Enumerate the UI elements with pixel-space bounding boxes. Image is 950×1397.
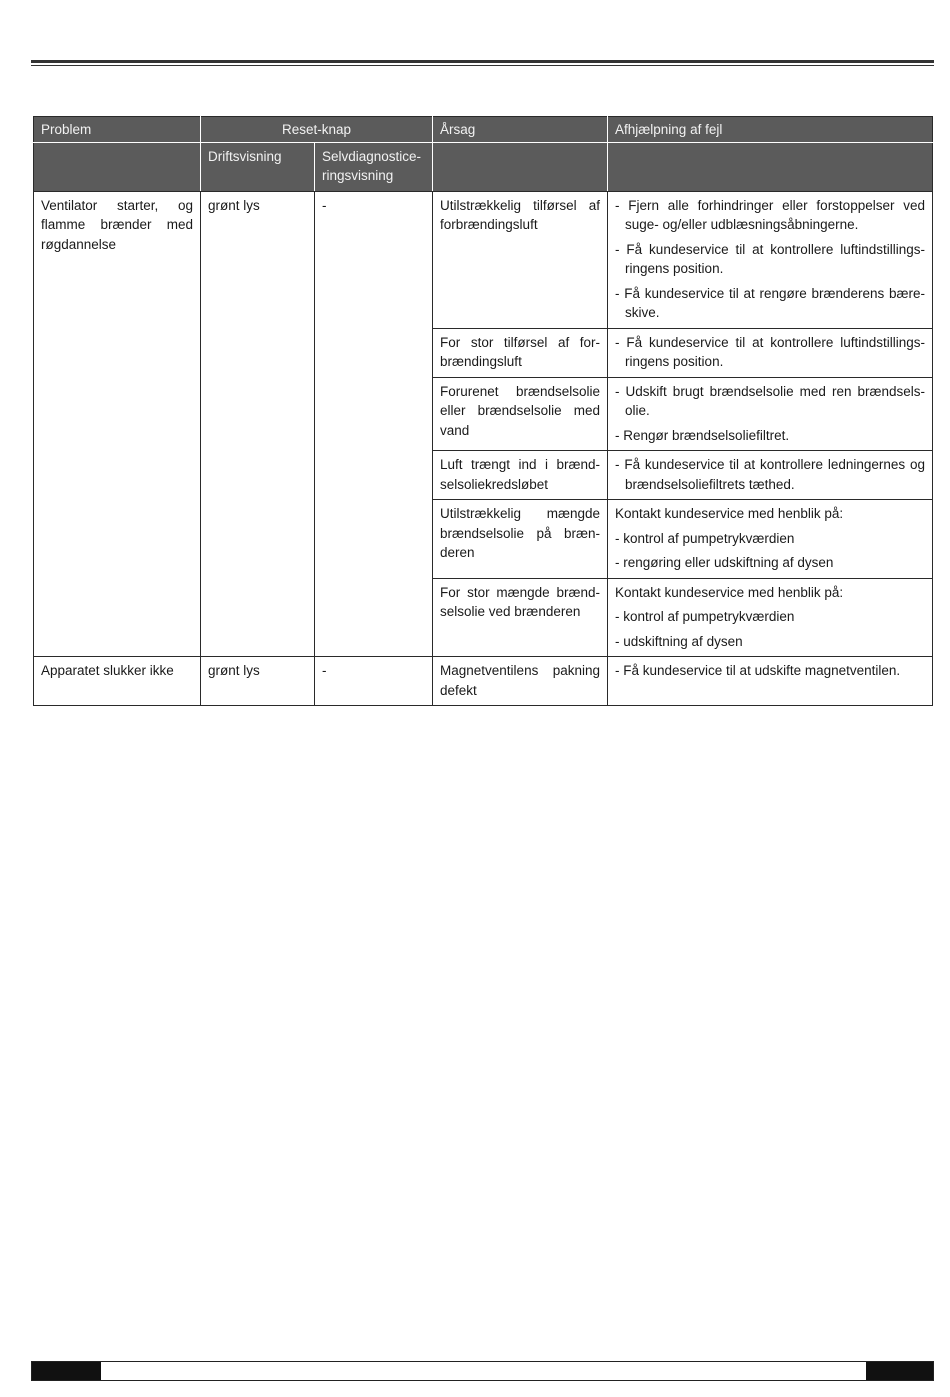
header-remedy: Afhjælpning af fejl bbox=[608, 117, 933, 143]
remedy-cell bbox=[608, 657, 933, 706]
footer-left-block bbox=[32, 1362, 101, 1380]
remedy-item: - kontrol af pumpetrykværdien bbox=[615, 609, 795, 624]
troubleshooting-table bbox=[33, 116, 933, 706]
header-row-main bbox=[34, 117, 933, 143]
header-operation-display: Driftsvisning bbox=[201, 142, 315, 191]
header-cause-empty bbox=[433, 142, 608, 191]
cause-cell: Utilstrækkelig tilførsel af forbrændingsluft bbox=[433, 191, 608, 328]
remedy-cell bbox=[608, 500, 933, 579]
remedy-cell bbox=[608, 328, 933, 377]
table-row bbox=[34, 191, 933, 328]
remedy-cell bbox=[608, 578, 933, 657]
operation-cell: grønt lys bbox=[201, 657, 315, 706]
remedy-cell bbox=[608, 451, 933, 500]
header-cause: Årsag bbox=[433, 117, 608, 143]
remedy-cell bbox=[608, 377, 933, 451]
remedy-item: - udskiftning af dysen bbox=[615, 633, 743, 649]
problem-cell: Ventilator starter, og flamme brænder med røgdannelse bbox=[34, 191, 201, 657]
remedy-item: - Fjern alle forhindringer eller forstoppelser ved suge- og/eller udblæsningsåbningerne. bbox=[615, 197, 926, 232]
remedy-lead: Kontakt kundeservice med henblik på: bbox=[615, 506, 844, 521]
cause-cell: Luft trængt ind i brænd-selsoliekredsløbet bbox=[433, 451, 608, 500]
remedy-lead: Kontakt kundeservice med henblik på: bbox=[615, 584, 844, 600]
remedy-item: - Rengør brændselsoliefiltret. bbox=[615, 427, 790, 443]
operation-cell: grønt lys bbox=[201, 191, 315, 657]
cause-cell: For stor tilførsel af for-brændingsluft bbox=[433, 328, 608, 377]
remedy-item: - Få kundeservice til at kontrollere luftindstillings-ringens position. bbox=[615, 241, 926, 276]
remedy-item: - kontrol af pumpetrykværdien bbox=[615, 530, 795, 546]
cause-cell: Forurenet brændselsolie eller brændselsolie med vand bbox=[433, 377, 608, 451]
selfdiag-cell: - bbox=[315, 657, 433, 706]
header-selfdiag-display: Selvdiagnostice-ringsvisning bbox=[315, 142, 433, 191]
header-problem-empty bbox=[34, 142, 201, 191]
header-row-sub bbox=[34, 142, 933, 191]
remedy-item: - Få kundeservice til at rengøre brænderens bære-skive. bbox=[615, 285, 926, 320]
footer-right-block bbox=[866, 1362, 933, 1380]
table-row bbox=[34, 657, 933, 706]
remedy-item: - rengøring eller udskiftning af dysen bbox=[615, 555, 834, 570]
cause-cell: For stor mængde brænd-selsolie ved brænderen bbox=[433, 578, 608, 657]
cause-cell: Utilstrækkelig mængde brændselsolie på bræn-deren bbox=[433, 500, 608, 579]
header-remedy-empty bbox=[608, 142, 933, 191]
remedy-item: - Få kundeservice til at kontrollere ledningernes og brændselsoliefiltrets tæthed. bbox=[615, 457, 926, 492]
selfdiag-cell: - bbox=[315, 191, 433, 657]
header-rule-thin bbox=[31, 65, 934, 66]
remedy-item: - Få kundeservice til at kontrollere luftindstillings-ringens position. bbox=[615, 334, 926, 369]
remedy-item: - Udskift brugt brændselsolie med ren brændsels-olie. bbox=[615, 383, 926, 418]
cause-cell: Magnetventilens pakning defekt bbox=[433, 657, 608, 706]
footer-bar bbox=[31, 1361, 934, 1381]
header-reset-button: Reset-knap bbox=[201, 117, 433, 143]
header-problem: Problem bbox=[34, 117, 201, 143]
remedy-cell bbox=[608, 191, 933, 328]
header-rule-thick bbox=[31, 60, 934, 63]
problem-cell: Apparatet slukker ikke bbox=[34, 657, 201, 706]
remedy-item: - Få kundeservice til at udskifte magnetventilen. bbox=[615, 663, 901, 678]
